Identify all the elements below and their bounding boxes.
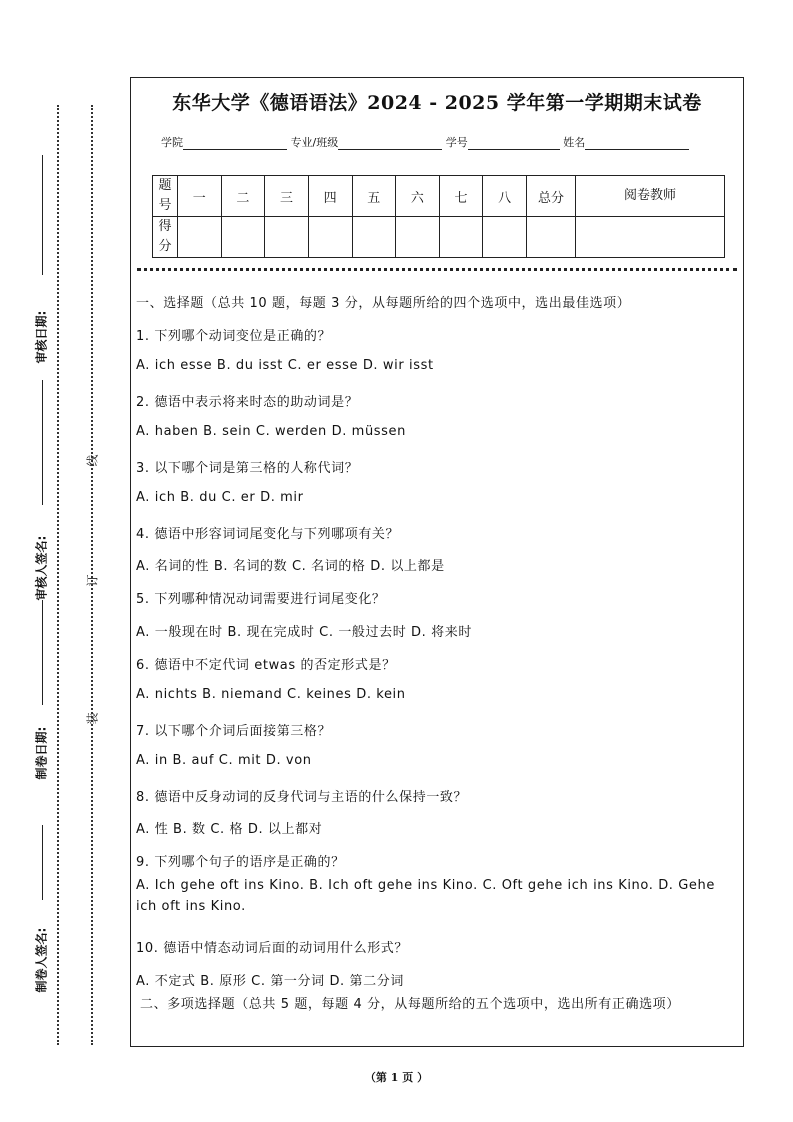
score-cell-1[interactable] [178,217,222,258]
header-separator [137,268,737,271]
question-10: 10. 德语中情态动词后面的动词用什么形式？ [136,941,409,956]
page-number: （第 1 页 ） [364,1071,429,1084]
score-cell-6[interactable] [396,217,440,258]
field-college-blank[interactable] [183,137,287,150]
options-5: A. 一般现在时 B. 现在完成时 C. 一般过去时 D. 将来时 [136,625,472,640]
options-3: A. ich B. du C. er D. mir [136,490,304,505]
options-4: A. 名词的性 B. 名词的数 C. 名词的格 D. 以上都是 [136,559,445,574]
field-major-label: 专业/班级 [290,136,339,149]
col-1: 一 [178,176,222,217]
field-major-blank[interactable] [338,137,442,150]
student-info-row [161,134,689,150]
score-cell-total[interactable] [527,217,576,258]
score-cell-8[interactable] [483,217,527,258]
score-cell-5[interactable] [352,217,396,258]
margin-dotted-left [57,105,59,1045]
exam-title: 东华大学《德语语法》2024 - 2025 学年第一学期期末试卷 [172,92,702,114]
question-3: 3. 以下哪个词是第三格的人称代词？ [136,461,359,476]
make-sign-label: 制卷人签名: [34,927,49,993]
question-2: 2. 德语中表示将来时态的助动词是？ [136,395,359,410]
options-9: A. Ich gehe oft ins Kino. B. Ich oft gehe ins Kino. C. Oft gehe ich ins Kino. D. Gehe ich oft ins Kino. [136,878,715,914]
review-sign-line [42,380,43,505]
field-id-label: 学号 [445,136,468,149]
score-cell-2[interactable] [221,217,265,258]
options-8: A. 性 B. 数 C. 格 D. 以上都对 [136,822,323,837]
question-7: 7. 以下哪个介词后面接第三格？ [136,724,332,739]
make-sign-line [42,825,43,900]
field-id-blank[interactable] [468,137,560,150]
options-10: A. 不定式 B. 原形 C. 第一分词 D. 第二分词 [136,974,404,989]
question-8: 8. 德语中反身动词的反身代词与主语的什么保持一致？ [136,790,468,805]
margin-fold-char: 装 [85,712,100,725]
col-total: 总分 [527,176,576,217]
col-4: 四 [308,176,352,217]
col-grader: 阅卷教师 [576,176,725,217]
score-table-score-row [153,217,725,258]
col-7: 七 [439,176,483,217]
question-4: 4. 德语中形容词词尾变化与下列哪项有关？ [136,527,400,542]
score-cell-3[interactable] [265,217,309,258]
col-6: 六 [396,176,440,217]
question-5: 5. 下列哪种情况动词需要进行词尾变化？ [136,592,386,607]
exam-frame [130,77,744,1047]
question-9: 9. 下列哪个句子的语序是正确的？ [136,855,345,870]
score-table [152,175,725,258]
options-1: A. ich esse B. du isst C. er esse D. wir isst [136,358,434,373]
options-6: A. nichts B. niemand C. keines D. kein [136,687,406,702]
margin-line-char: 线 [85,454,100,467]
review-date-label: 审核日期: [34,310,49,364]
score-cell-4[interactable] [308,217,352,258]
col-5: 五 [352,176,396,217]
col-3: 三 [265,176,309,217]
field-name-blank[interactable] [585,137,689,150]
options-2: A. haben B. sein C. werden D. müssen [136,424,406,439]
section1-heading: 一、选择题（总共 10 题，每题 3 分，从每题所给的四个选项中，选出最佳选项） [136,296,631,311]
options-7: A. in B. auf C. mit D. von [136,753,312,768]
row-label-question-no: 题号 [153,176,178,217]
score-cell-grader[interactable] [576,217,725,258]
row-label-score: 得分 [153,217,178,258]
make-date-label: 制卷日期: [34,726,49,780]
section2-heading: 二、多项选择题（总共 5 题，每题 4 分，从每题所给的五个选项中，选出所有正确选项） [140,997,680,1012]
field-college-label: 学院 [161,136,183,149]
margin-bind-char: 订 [85,574,100,587]
question-6: 6. 德语中不定代词 etwas 的否定形式是？ [136,658,396,673]
field-name-label: 姓名 [563,136,586,149]
make-date-line [42,600,43,705]
score-cell-7[interactable] [439,217,483,258]
score-table-header-row [153,176,725,217]
col-2: 二 [221,176,265,217]
review-date-line [42,155,43,275]
col-8: 八 [483,176,527,217]
question-1: 1. 下列哪个动词变位是正确的？ [136,329,332,344]
review-sign-label: 审核人签名: [34,535,49,601]
